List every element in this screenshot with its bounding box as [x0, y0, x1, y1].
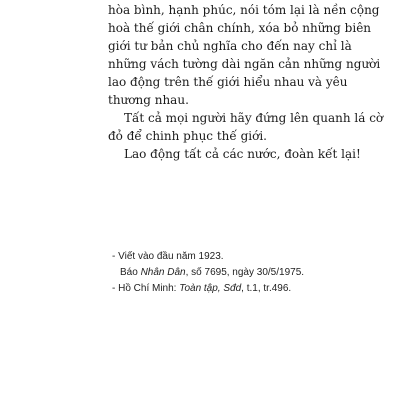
body-line-6: thương nhau. — [108, 93, 189, 107]
body-line-7: Tất cả mọi người hãy đứng lên quanh lá cờ — [124, 111, 384, 125]
note-collection-suffix: , t.1, tr.496. — [241, 283, 292, 294]
note-written-date: - Viết vào đầu năm 1923. — [112, 251, 224, 262]
body-text — [108, 1, 384, 163]
body-line-1: hòa bình, hạnh phúc, nói tóm lại là nền cộng — [108, 3, 380, 17]
note-collection-source — [112, 281, 332, 297]
note-collection-title: Toàn tập, Sđd — [179, 283, 242, 294]
body-line-8: đỏ để chinh phục thế giới. — [108, 129, 267, 143]
body-line-4: những vách tường dài ngăn cản những người — [108, 57, 381, 71]
body-line-9: Lao động tất cả các nước, đoàn kết lại! — [124, 147, 361, 161]
body-line-5: lao động trên thế giới hiểu nhau và yêu — [108, 75, 348, 89]
note-collection-prefix: - Hồ Chí Minh: — [112, 283, 180, 294]
note-source-name: Nhân Dân — [140, 267, 186, 278]
body-line-3: giới tư bản chủ nghĩa cho đến nay chỉ là — [108, 39, 352, 53]
source-notes — [112, 249, 332, 297]
note-source-suffix: , số 7695, ngày 30/5/1975. — [185, 267, 305, 278]
note-newspaper-source — [112, 265, 332, 281]
note-source-prefix: Báo — [120, 267, 141, 278]
body-line-2: hoà thế giới chân chính, xóa bỏ những biên — [108, 21, 372, 35]
